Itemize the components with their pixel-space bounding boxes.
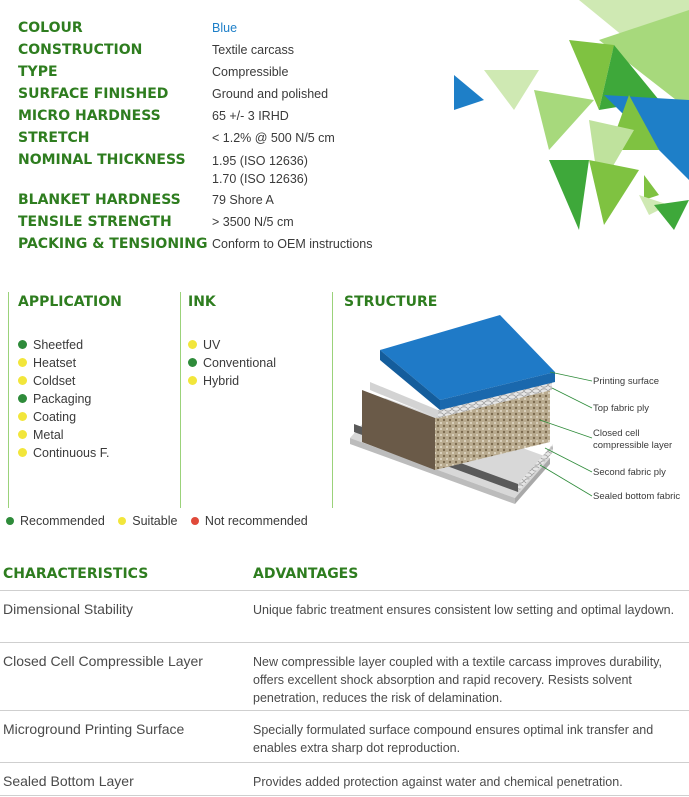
list-item	[18, 390, 109, 408]
characteristic-advantage: New compressible layer coupled with a textile carcass improves durability, offers excellent shock absorption and rapid recovery. Resists solvent penetration, reduces the risk of delamination.	[253, 655, 662, 705]
item-label: Coating	[33, 410, 77, 424]
ink-heading: INK	[188, 294, 216, 310]
label-top-fabric-ply: Top fabric ply	[593, 403, 649, 414]
spec-value: Compressible	[212, 65, 289, 79]
spec-value: Blue	[212, 21, 238, 35]
characteristic-name: Dimensional Stability	[3, 601, 133, 617]
suitable-dot-icon	[18, 412, 27, 421]
spec-label: SURFACE FINISHED	[18, 86, 169, 102]
ink-section	[188, 292, 216, 312]
characteristic-name: Closed Cell Compressible Layer	[3, 653, 203, 669]
item-label: Packaging	[33, 392, 92, 406]
ink-list	[188, 336, 276, 390]
spec-value: 79 Shore A	[212, 193, 274, 207]
table-row	[0, 642, 689, 710]
divider-line	[8, 292, 9, 508]
item-label: Heatset	[33, 356, 77, 370]
list-item	[18, 354, 109, 372]
characteristic-advantage: Unique fabric treatment ensures consistent low setting and optimal laydown.	[253, 603, 675, 617]
item-label: Coldset	[33, 374, 76, 388]
list-item	[188, 336, 276, 354]
not-recommended-dot-icon	[191, 517, 199, 525]
list-item	[188, 372, 276, 390]
list-item	[18, 444, 109, 462]
characteristic-advantage: Specially formulated surface compound ensures optimal ink transfer and enables extra sharp dot reproduction.	[253, 723, 654, 755]
rating-legend	[6, 514, 318, 528]
spec-label: STRETCH	[18, 130, 90, 146]
characteristic-name: Sealed Bottom Layer	[3, 773, 134, 789]
spec-value: 65 +/- 3 IRHD	[212, 109, 289, 123]
recommended-dot-icon	[18, 340, 27, 349]
suitable-dot-icon	[18, 430, 27, 439]
recommended-dot-icon	[6, 517, 14, 525]
spec-value: Textile carcass	[212, 43, 294, 57]
blanket-structure-diagram	[340, 310, 689, 510]
spec-label: NOMINAL THICKNESS	[18, 152, 186, 168]
list-item	[18, 426, 109, 444]
label-closed-cell: Closed cell	[593, 428, 640, 439]
recommended-dot-icon	[188, 358, 197, 367]
spec-label: MICRO HARDNESS	[18, 108, 161, 124]
characteristics-heading: CHARACTERISTICS	[3, 566, 149, 582]
table-row	[0, 590, 689, 642]
legend-label: Recommended	[20, 514, 105, 528]
structure-section	[344, 292, 437, 312]
application-section	[18, 292, 122, 312]
spec-label: TYPE	[18, 64, 58, 80]
advantages-heading: ADVANTAGES	[253, 566, 359, 582]
table-row	[0, 710, 689, 762]
recommended-dot-icon	[18, 394, 27, 403]
spec-label: PACKING & TENSIONING	[18, 236, 208, 252]
suitable-dot-icon	[18, 448, 27, 457]
spec-value: < 1.2% @ 500 N/5 cm	[212, 131, 335, 145]
list-item	[18, 372, 109, 390]
decorative-triangles	[429, 0, 689, 230]
suitable-dot-icon	[188, 340, 197, 349]
spec-label: COLOUR	[18, 20, 83, 36]
spec-value: > 3500 N/5 cm	[212, 215, 294, 229]
application-list	[18, 336, 109, 462]
suitable-dot-icon	[188, 376, 197, 385]
legend-suitable	[118, 514, 177, 528]
legend-label: Suitable	[132, 514, 178, 528]
suitable-dot-icon	[118, 517, 126, 525]
item-label: Metal	[33, 428, 64, 442]
item-label: Hybrid	[203, 374, 240, 388]
spec-value: Conform to OEM instructions	[212, 237, 373, 251]
list-item	[18, 408, 109, 426]
spec-value-line-2: 1.70 (ISO 12636)	[212, 172, 308, 186]
legend-label: Not recommended	[204, 514, 308, 528]
table-row	[0, 762, 689, 796]
divider-line	[180, 292, 181, 508]
spec-value-line-1: 1.95 (ISO 12636)	[212, 154, 308, 168]
list-item	[188, 354, 276, 372]
suitable-dot-icon	[18, 358, 27, 367]
legend-recommended	[6, 514, 105, 528]
item-label: Sheetfed	[33, 338, 84, 352]
spec-value	[212, 150, 308, 188]
item-label: Conventional	[203, 356, 276, 370]
characteristic-advantage: Provides added protection against water and chemical penetration.	[253, 775, 623, 789]
list-item	[18, 336, 109, 354]
spec-label: CONSTRUCTION	[18, 42, 143, 58]
item-label: Continuous F.	[33, 446, 110, 460]
characteristic-name: Microground Printing Surface	[3, 721, 185, 737]
legend-not-recommended	[191, 514, 308, 528]
application-heading: APPLICATION	[18, 294, 122, 310]
spec-label: BLANKET HARDNESS	[18, 192, 181, 208]
spec-value: Ground and polished	[212, 87, 329, 101]
divider-line	[332, 292, 333, 508]
spec-label: TENSILE STRENGTH	[18, 214, 172, 230]
label-sealed-bottom-fabric: Sealed bottom fabric	[593, 491, 681, 502]
label-printing-surface: Printing surface	[593, 376, 660, 387]
structure-heading: STRUCTURE	[344, 294, 438, 310]
item-label: UV	[203, 338, 221, 352]
label-compressible-layer: compressible layer	[593, 440, 673, 451]
label-second-fabric-ply: Second fabric ply	[593, 467, 666, 478]
suitable-dot-icon	[18, 376, 27, 385]
